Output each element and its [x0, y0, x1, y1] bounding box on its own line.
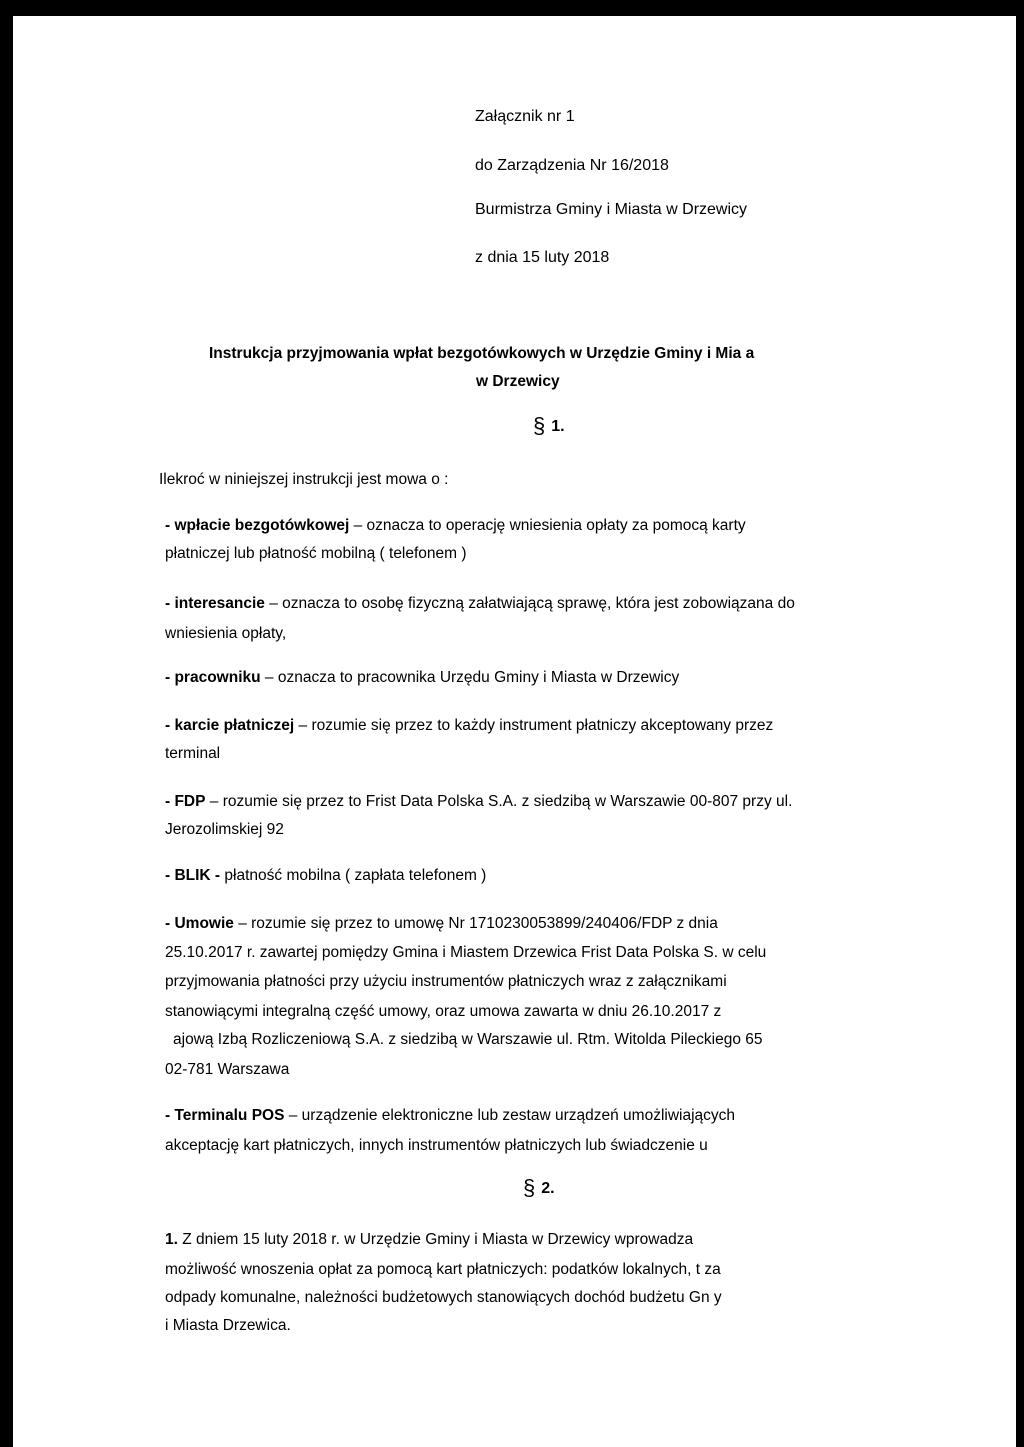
section-1-heading: [533, 413, 565, 438]
definition-text: – urządzenie elektroniczne lub zestaw urządzeń umożliwiających: [284, 1107, 736, 1124]
document-title-line2: w Drzewicy: [476, 373, 560, 390]
definition-text-continued: stanowiącymi integralną część umowy, oraz umowa zawarta w dniu 26.10.2017 z: [165, 1003, 722, 1020]
definition-fdp: [165, 792, 792, 812]
definition-payment-card: [165, 716, 773, 736]
section-number: 2.: [541, 1180, 555, 1197]
definition-blik: [165, 866, 486, 886]
section-sign: §: [533, 413, 546, 438]
definition-text-continued: terminal: [165, 745, 221, 762]
definition-employee: [165, 668, 679, 688]
definition-agreement: [165, 914, 718, 934]
section-2-item-1: [165, 1230, 693, 1250]
section-2-heading: [523, 1175, 555, 1200]
definition-text-continued: akceptację kart płatniczych, innych instrumentów płatniczych lub świadczenie u: [165, 1137, 708, 1154]
definition-text: – oznacza to osobę fizyczną załatwiającą sprawę, która jest zobowiązana do: [264, 595, 795, 612]
document-title: Instrukcja przyjmowania wpłat bezgotówkowych w Urzędzie Gminy i Mia a: [209, 345, 755, 362]
definition-term: - Terminalu POS: [165, 1107, 285, 1124]
item-text-continued: i Miasta Drzewica.: [165, 1317, 291, 1334]
ordinance-date: z dnia 15 luty 2018: [475, 249, 610, 266]
definition-term: - interesancie: [165, 595, 265, 612]
item-text-continued: odpady komunalne, należności budżetowych stanowiących dochód budżetu Gn y: [165, 1289, 722, 1306]
definition-text-continued: ajową Izbą Rozliczeniową S.A. z siedzibą w Warszawie ul. Rtm. Witolda Pileckiego 65: [173, 1031, 763, 1048]
definition-term: - FDP: [165, 793, 206, 810]
section-sign: §: [523, 1175, 536, 1200]
document-page: [13, 16, 1016, 1447]
definition-term: - pracowniku: [165, 669, 261, 686]
section-number: 1.: [551, 418, 565, 435]
definition-text: – rozumie się przez to Frist Data Polska S.A. z siedzibą w Warszawie 00-807 przy ul.: [205, 793, 793, 810]
definition-text-continued: płatniczej lub płatność mobilną ( telefonem ): [165, 545, 467, 562]
definition-card-payment: [165, 516, 746, 536]
definition-term: - Umowie: [165, 915, 234, 932]
ordinance-reference: do Zarządzenia Nr 16/2018: [475, 157, 669, 174]
definition-text: – rozumie się przez to każdy instrument płatniczy akceptowany przez: [294, 717, 774, 734]
item-number: 1.: [165, 1231, 178, 1248]
definition-text-continued: przyjmowania płatności przy użyciu instrumentów płatniczych wraz z załącznikami: [165, 973, 727, 990]
definition-term: - BLIK -: [165, 867, 221, 884]
definition-text: – rozumie się przez to umowę Nr 1710230053899/240406/FDP z dnia: [233, 915, 718, 932]
definition-term: - wpłacie bezgotówkowej: [165, 517, 350, 534]
item-text-continued: możliwość wnoszenia opłat za pomocą kart płatniczych: podatków lokalnych, t za: [165, 1261, 721, 1278]
attachment-number: Załącznik nr 1: [475, 108, 575, 125]
definitions-intro: Ilekroć w niniejszej instrukcji jest mowa o :: [159, 471, 449, 488]
definition-text-continued: wniesienia opłaty,: [165, 625, 287, 642]
definition-term: - karcie płatniczej: [165, 717, 295, 734]
definition-text: płatność mobilna ( zapłata telefonem ): [220, 867, 487, 884]
definition-client: [165, 594, 795, 614]
definition-text-continued: Jerozolimskiej 92: [165, 821, 284, 838]
definition-text: – oznacza to operację wniesienia opłaty za pomocą karty: [349, 517, 746, 534]
definition-pos-terminal: [165, 1106, 735, 1126]
item-text: Z dniem 15 luty 2018 r. w Urzędzie Gminy i Miasta w Drzewicy wprowadza: [182, 1231, 694, 1248]
definition-text: – oznacza to pracownika Urzędu Gminy i Miasta w Drzewicy: [260, 669, 680, 686]
definition-text-continued: 02-781 Warszawa: [165, 1061, 290, 1078]
issuer: Burmistrza Gminy i Miasta w Drzewicy: [475, 201, 748, 218]
definition-text-continued: 25.10.2017 r. zawartej pomiędzy Gmina i Miastem Drzewica Frist Data Polska S. w celu: [165, 944, 767, 961]
